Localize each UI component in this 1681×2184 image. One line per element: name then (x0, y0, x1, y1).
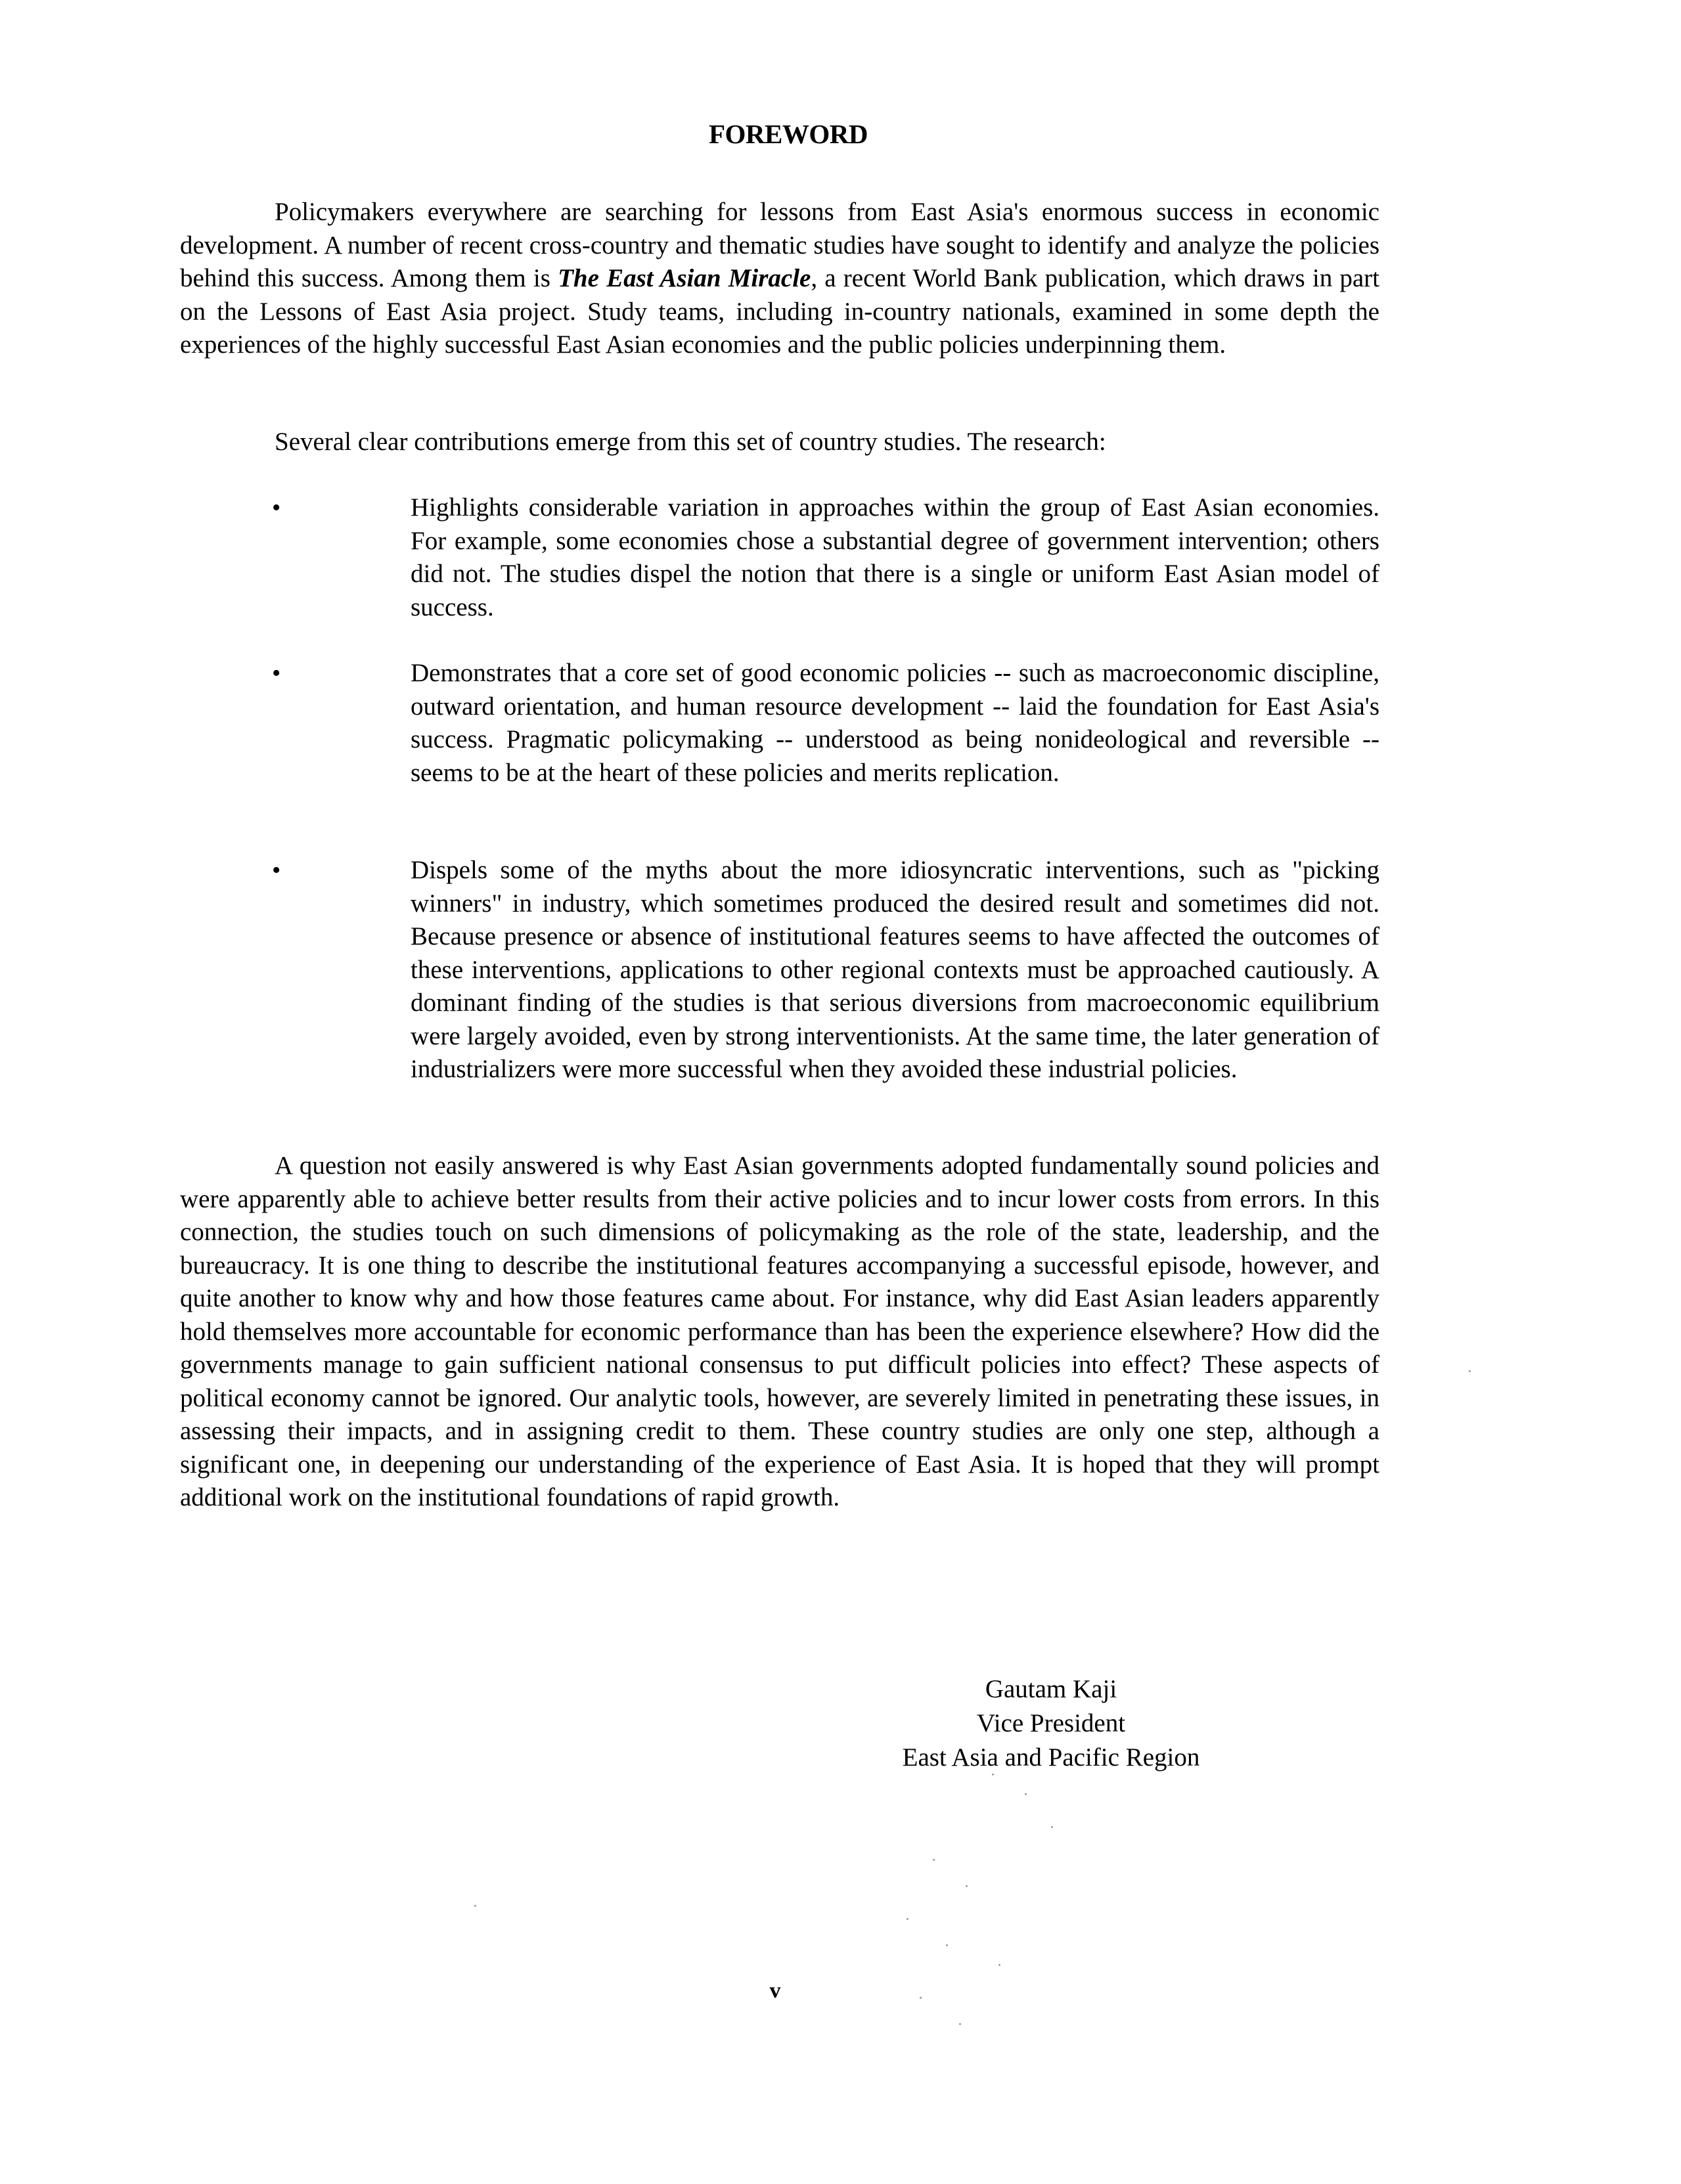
paragraph-intro-text-start: Policymakers everywhere are searching for lessons from East Asia's enormous success in economic development. A number of recent cross-country and thematic studies have sought to identify and analyze the policies behind this success. Among them is (180, 198, 1379, 292)
paragraph-contributions: Several clear contributions emerge from this set of country studies. The research: (275, 428, 1106, 456)
bullet-marker: • (272, 857, 281, 884)
signature-block (854, 1672, 1248, 1775)
page-number: v (769, 1978, 781, 2003)
signatory-name: Gautam Kaji (985, 1675, 1117, 1703)
bullet-text: Dispels some of the myths about the more idiosyncratic interventions, such as "picking winners" in industry, which sometimes produced the desired result and sometimes did not. Because presence or absence of institutional features seems to have affected the outcomes of these interventions, applications to other regional contexts must be approached cautiously. A dominant finding of the studies is that serious diversions from macroeconomic equilibrium were largely avoided, even by strong interventionists. At the same time, the later generation of industrializers were more successful when they avoided these industrial policies. (411, 856, 1379, 1083)
book-title-italic: The East Asian Miracle (558, 264, 811, 292)
paragraph-intro-text-end: , a recent World Bank publication, which draws in part on the Lessons of East Asia project. Study teams, including in-country nationals, examined in some depth the experiences of the highly successful East Asian economies and the public policies underpinning them. (180, 264, 1379, 359)
signatory-position: Vice President (976, 1709, 1126, 1737)
bullet-text: Highlights considerable variation in approaches within the group of East Asian economies. For example, some economies chose a substantial degree of government intervention; others did not. The studies dispel the notion that there is a single or uniform East Asian model of success. (411, 493, 1379, 621)
bullet-marker: • (272, 659, 281, 687)
signatory-region: East Asia and Pacific Region (902, 1743, 1200, 1772)
bullet-text: Demonstrates that a core set of good economic policies -- such as macroeconomic discipline, outward orientation, and human resource development -- laid the foundation for East Asia's success. Pragmatic policymaking -- understood as being nonideological and reversible -- seems to be at the heart of these policies and merits replication. (411, 659, 1379, 787)
page-title: FOREWORD (709, 119, 868, 149)
paragraph-intro (180, 196, 1379, 362)
paragraph-question: A question not easily answered is why East Asian governments adopted fundamentally sound policies and were apparently able to achieve better results from their active policies and to incur lower costs from errors. In this connection, the studies touch on such dimensions of policymaking as the role of the state, leadership, and the bureaucracy. It is one thing to describe the institutional features accompanying a successful episode, however, and quite another to know why and how those features came about. For instance, why did East Asian leaders apparently hold themselves more accountable for economic performance than has been the experience elsewhere? How did the governments manage to gain sufficient national consensus to put difficult policies into effect? These aspects of political economy cannot be ignored. Our analytic tools, however, are severely limited in penetrating these issues, in assessing their impacts, and in assigning credit to them. These country studies are only one step, although a significant one, in deepening our understanding of the experience of East Asia. It is hoped that they will prompt additional work on the institutional foundations of rapid growth. (180, 1151, 1379, 1511)
bullet-marker: • (272, 494, 281, 522)
